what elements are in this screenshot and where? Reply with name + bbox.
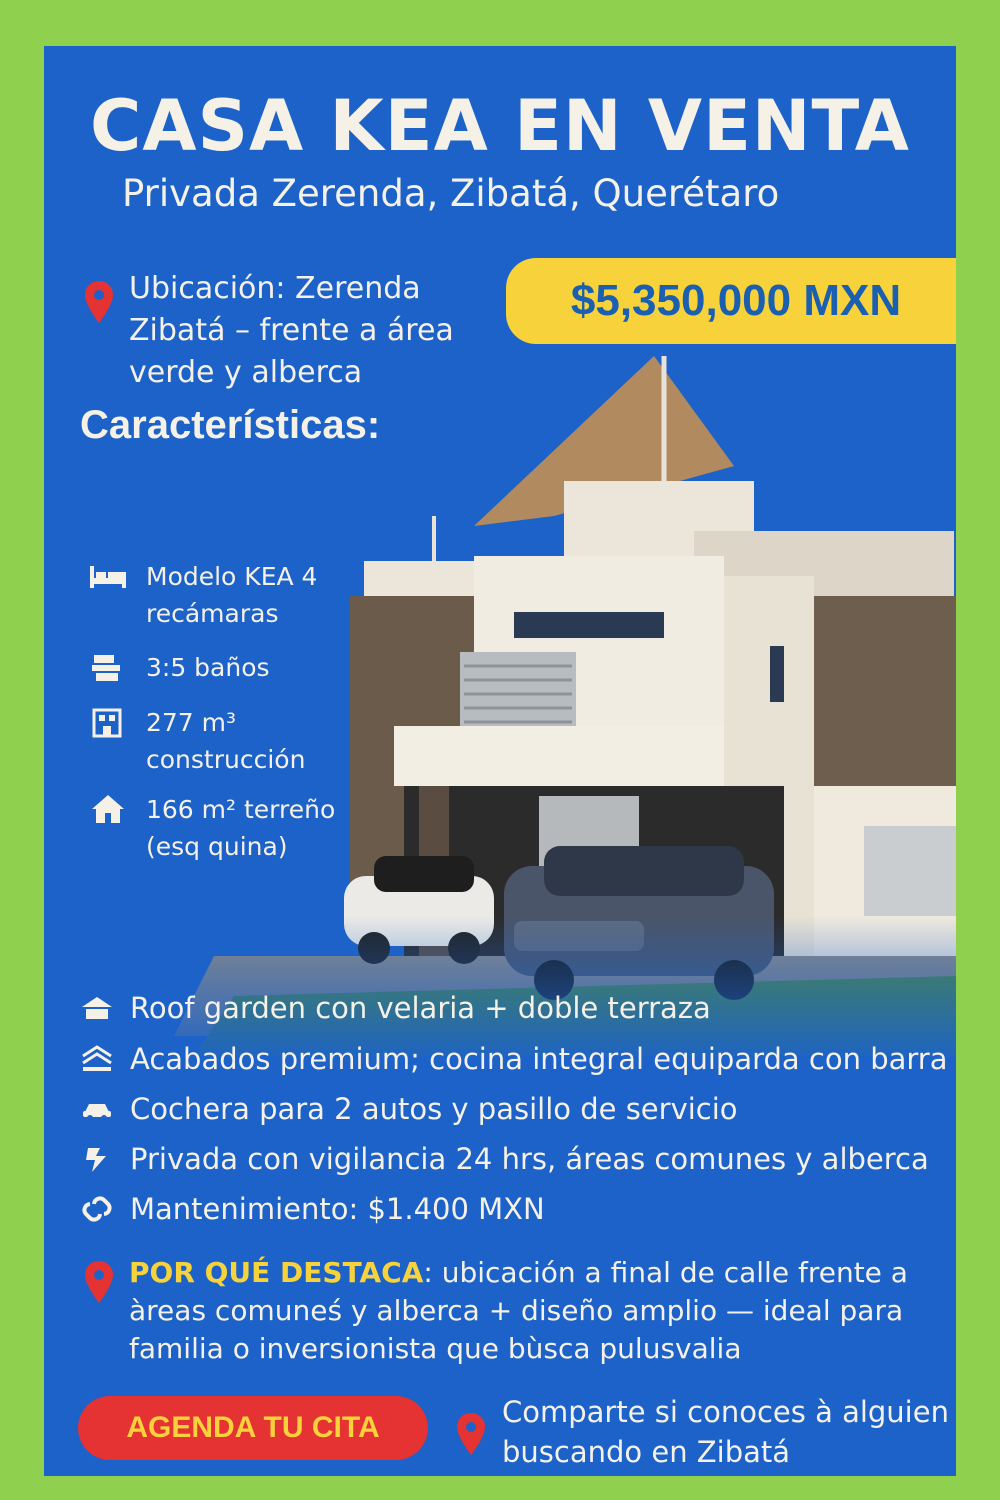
feature-item — [80, 1142, 929, 1176]
page-subtitle: Privada Zerenda, Zibatá, Querétaro — [122, 172, 780, 215]
poster — [44, 46, 956, 1476]
feature-item — [80, 1092, 738, 1126]
spec-item — [88, 704, 336, 778]
map-pin-icon — [84, 280, 114, 324]
spec-text: 277 m³ construcción — [146, 708, 306, 774]
spec-item — [88, 649, 336, 686]
bed-icon — [88, 560, 128, 592]
feature-text: Mantenimiento: $1.400 MXN — [130, 1192, 545, 1226]
map-pin-icon — [84, 1260, 114, 1304]
link-icon — [80, 1194, 114, 1224]
spec-text: 3:5 baños — [146, 653, 270, 682]
map-pin-icon — [456, 1412, 486, 1456]
home-icon — [88, 793, 128, 825]
feature-text: Acabados premium; cocina integral equiparda con barra — [130, 1042, 948, 1076]
spec-text: 166 m² terreño (esq quina) — [146, 795, 336, 861]
page-title: CASA KEA EN VENTA — [90, 85, 910, 167]
feature-item — [80, 991, 711, 1025]
roof-icon — [80, 993, 114, 1023]
location-text: Ubicación: Zerenda Zibatá – frente a área verde y alberca — [129, 271, 454, 390]
feature-item — [80, 1042, 948, 1076]
why-stands-out — [129, 1254, 939, 1368]
schedule-appointment-button[interactable]: AGENDA TU CITA — [78, 1396, 428, 1460]
share-text: Comparte si conoces à alguien buscando en Zibatá — [502, 1395, 949, 1469]
spec-item — [88, 558, 336, 632]
why-text: : ubicación a final de calle frente a àreas comuneś y alberca + diseño amplio — ideal para familia o inversionista que bùsca pulusvalia — [129, 1256, 908, 1365]
bath-icon — [88, 651, 128, 683]
layers-icon — [80, 1044, 114, 1074]
price-badge: $5,350,000 MXN — [506, 258, 956, 344]
why-label: POR QUÉ DESTACA — [129, 1256, 424, 1289]
feature-text: Privada con vigilancia 24 hrs, áreas comunes y alberca — [130, 1142, 929, 1176]
features-heading: Características: — [80, 403, 381, 447]
feature-item — [80, 1192, 545, 1226]
car-icon — [80, 1094, 114, 1124]
spec-text: Modelo KEA 4 recámaras — [146, 562, 318, 628]
feature-text: Cochera para 2 autos y pasillo de servicio — [130, 1092, 738, 1126]
spec-item — [88, 791, 336, 865]
building-icon — [88, 706, 128, 738]
shield-icon — [80, 1144, 114, 1174]
feature-text: Roof garden con velaria + doble terraza — [130, 991, 711, 1025]
